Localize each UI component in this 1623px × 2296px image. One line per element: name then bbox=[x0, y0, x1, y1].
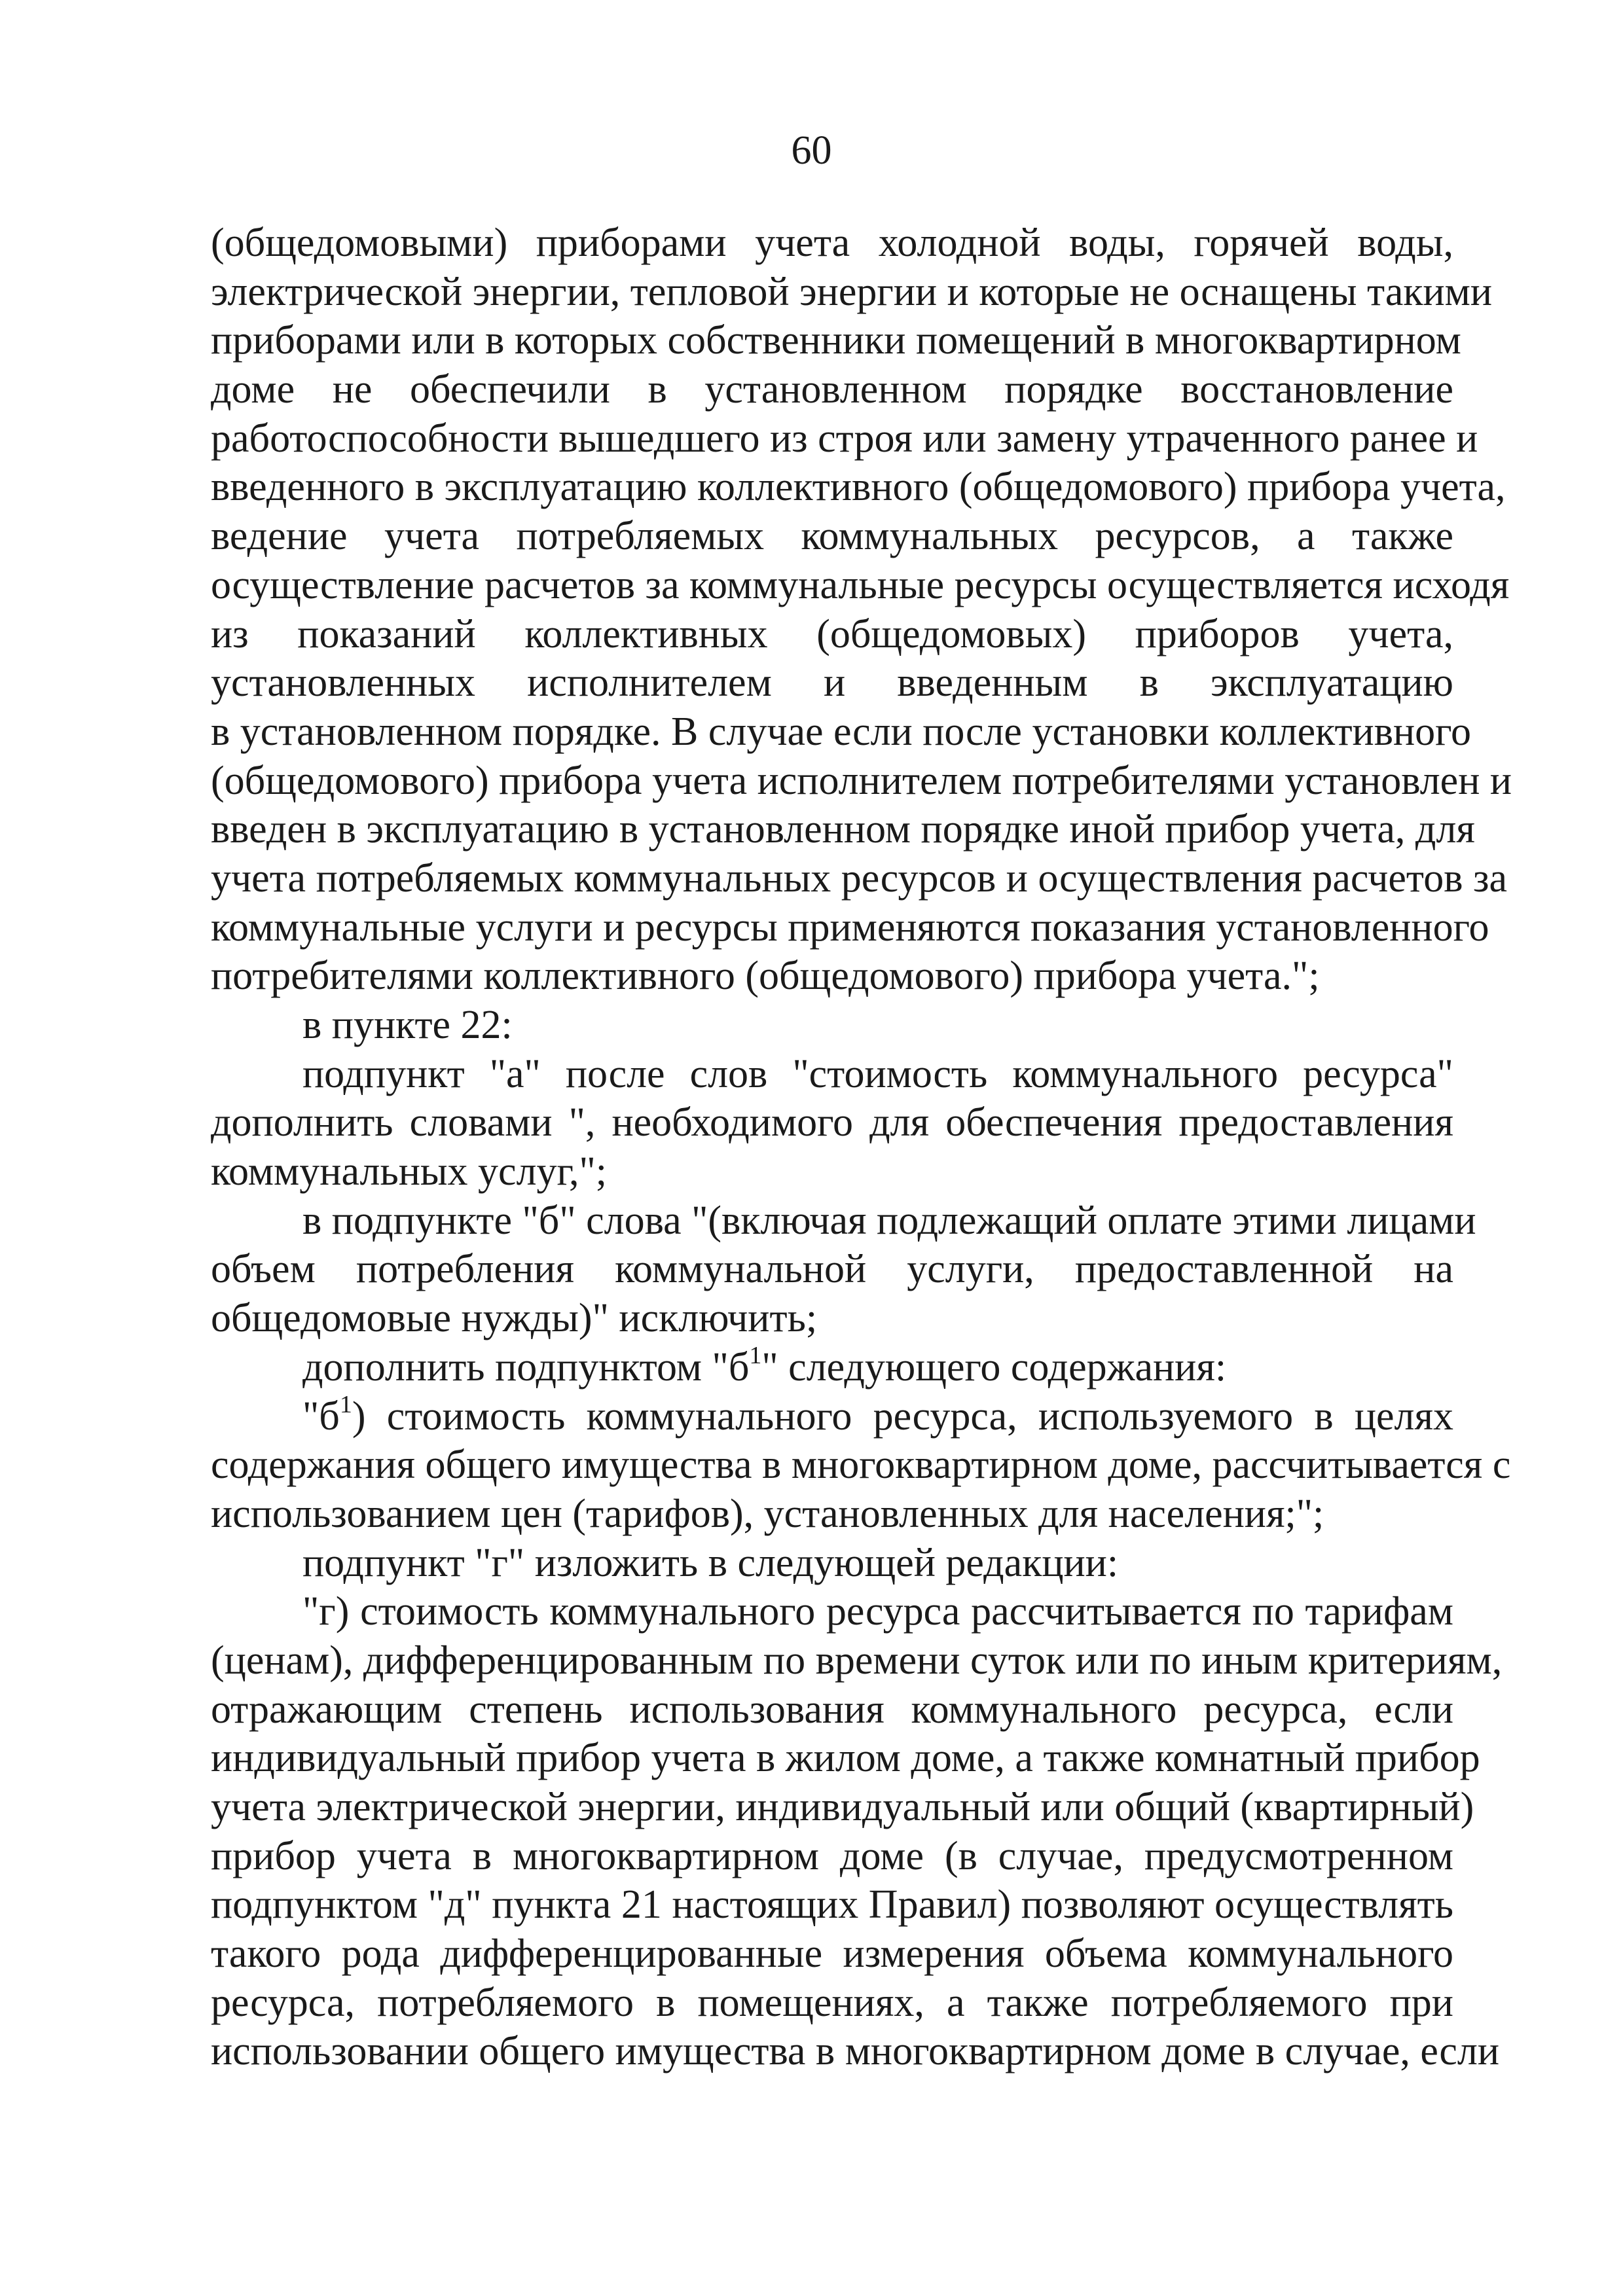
text-segment: " следующего содержания: bbox=[761, 1344, 1227, 1390]
text-line: доме не обеспечили в установленном порядке восстановление bbox=[211, 367, 1453, 412]
text-line: работоспособности вышедшего из строя или замену утраченного ранее и bbox=[211, 416, 1478, 461]
text-line: (ценам), дифференцированным по времени суток или по иным критериям, bbox=[211, 1638, 1503, 1683]
text-line: (общедомового) прибора учета исполнителем потребителями установлен и bbox=[211, 758, 1512, 803]
text-line: использовании общего имущества в многоквартирном доме в случае, если bbox=[211, 2029, 1500, 2074]
text-line: использованием цен (тарифов), установленных для населения;"; bbox=[211, 1491, 1324, 1536]
text-line: подпункт "а" после слов "стоимость коммунального ресурса" bbox=[302, 1051, 1453, 1096]
text-line: ресурса, потребляемого в помещениях, а также потребляемого при bbox=[211, 1980, 1453, 2025]
text-line bbox=[211, 1343, 1453, 1392]
superscript: 1 bbox=[339, 1390, 352, 1418]
text-line: в пункте 22: bbox=[302, 1003, 513, 1047]
text-line: (общедомовыми) приборами учета холодной воды, горячей воды, bbox=[211, 221, 1453, 265]
text-line: в установленном порядке. В случае если после установки коллективного bbox=[211, 709, 1472, 754]
text-line: коммунальные услуги и ресурсы применяются показания установленного bbox=[211, 905, 1489, 950]
text-line bbox=[211, 1392, 1453, 1441]
text-line: прибор учета в многоквартирном доме (в случае, предусмотренном bbox=[211, 1833, 1453, 1878]
text-line: дополнить словами ", необходимого для обеспечения предоставления bbox=[211, 1100, 1453, 1145]
text-line: электрической энергии, тепловой энергии и которые не оснащены такими bbox=[211, 269, 1493, 314]
text-line: установленных исполнителем и введенным в эксплуатацию bbox=[211, 660, 1453, 706]
text-line: подпунктом "д" пункта 21 настоящих Правил) позволяют осуществлять bbox=[211, 1882, 1453, 1928]
text-line: отражающим степень использования коммунального ресурса, если bbox=[211, 1687, 1453, 1732]
text-segment: "б bbox=[302, 1393, 340, 1439]
text-line: "г) стоимость коммунального ресурса рассчитывается по тарифам bbox=[302, 1589, 1453, 1634]
text-segment: ) стоимость коммунального ресурса, используемого в целях bbox=[352, 1393, 1453, 1439]
text-line: общедомовые нужды)" исключить; bbox=[211, 1296, 818, 1341]
page-number: 60 bbox=[791, 128, 832, 173]
text-line: ведение учета потребляемых коммунальных ресурсов, а также bbox=[211, 514, 1453, 559]
text-line: учета электрической энергии, индивидуальный или общий (квартирный) bbox=[211, 1785, 1474, 1829]
text-segment: дополнить подпунктом "б bbox=[302, 1344, 750, 1390]
text-line: осуществление расчетов за коммунальные ресурсы осуществляется исходя bbox=[211, 562, 1510, 607]
text-line: индивидуальный прибор учета в жилом доме, а также комнатный прибор bbox=[211, 1736, 1480, 1781]
text-line: введенного в эксплуатацию коллективного (общедомового) прибора учета, bbox=[211, 465, 1506, 510]
text-line: содержания общего имущества в многоквартирном доме, рассчитывается с bbox=[211, 1443, 1511, 1488]
document-body bbox=[211, 219, 1512, 2076]
text-line: потребителями коллективного (общедомового) прибора учета."; bbox=[211, 954, 1320, 999]
text-line: коммунальных услуг,"; bbox=[211, 1149, 607, 1194]
text-line: такого рода дифференцированные измерения объема коммунального bbox=[211, 1931, 1453, 1977]
text-line: введен в эксплуатацию в установленном порядке иной прибор учета, для bbox=[211, 807, 1475, 852]
text-line: из показаний коллективных (общедомовых) приборов учета, bbox=[211, 611, 1453, 656]
text-line: в подпункте "б" слова "(включая подлежащий оплате этими лицами bbox=[302, 1198, 1476, 1243]
superscript: 1 bbox=[749, 1342, 762, 1370]
text-line: подпункт "г" изложить в следующей редакции: bbox=[302, 1540, 1119, 1585]
text-line: учета потребляемых коммунальных ресурсов и осуществления расчетов за bbox=[211, 855, 1507, 901]
text-line: объем потребления коммунальной услуги, предоставленной на bbox=[211, 1247, 1453, 1292]
text-line: приборами или в которых собственники помещений в многоквартирном bbox=[211, 318, 1461, 363]
